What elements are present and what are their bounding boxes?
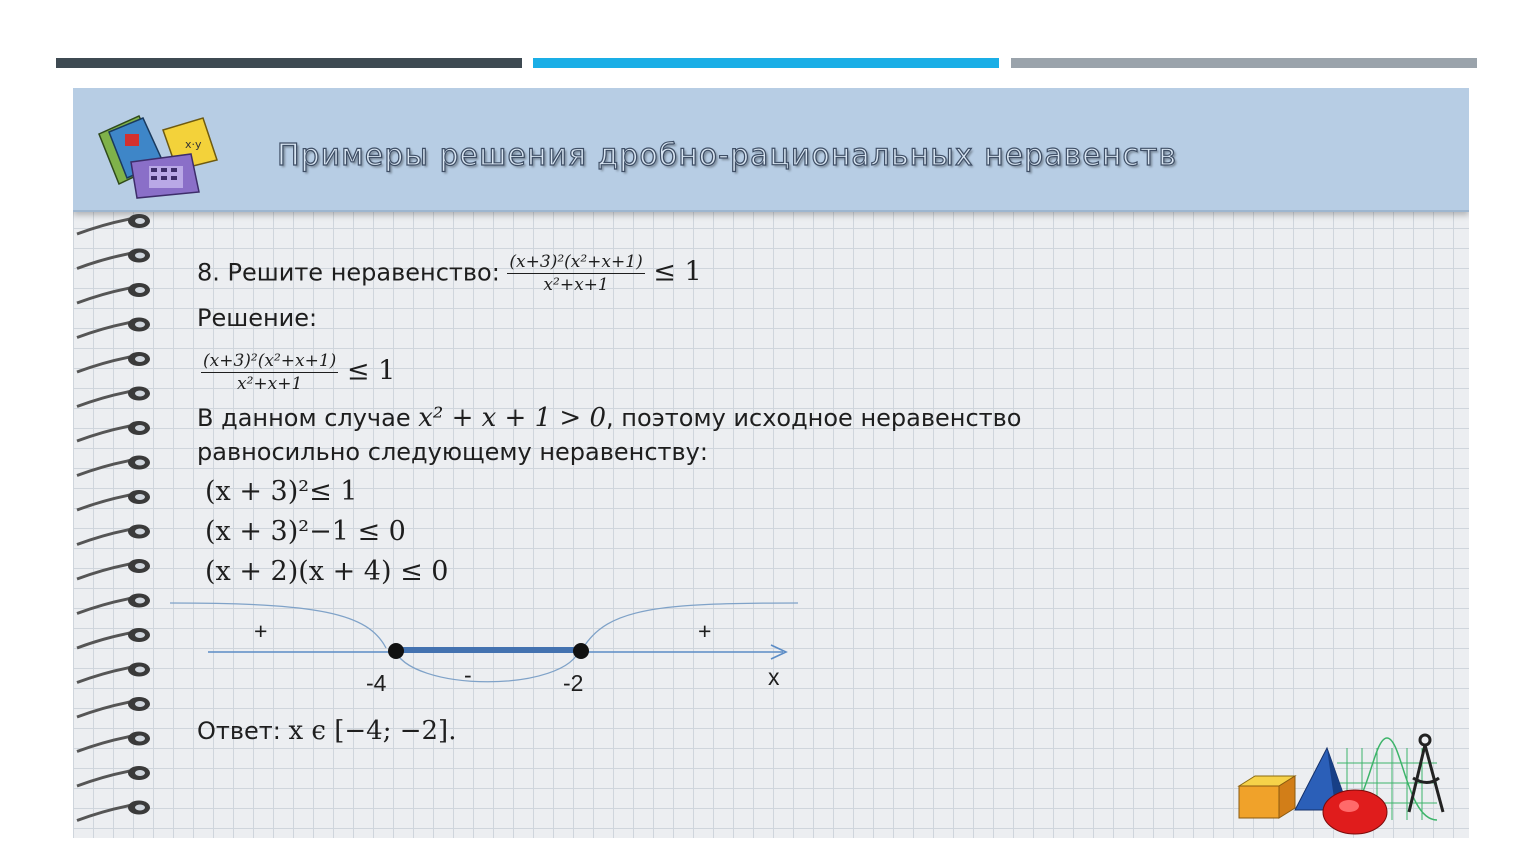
solution-note-line2: равносильно следующему неравенству: bbox=[197, 438, 708, 466]
answer bbox=[197, 716, 456, 746]
number-line bbox=[168, 593, 808, 708]
spiral-ring bbox=[77, 559, 150, 579]
solution-relation: ≤ 1 bbox=[338, 355, 396, 387]
spiral-ring bbox=[77, 249, 150, 269]
answer-prefix: Ответ: bbox=[197, 717, 289, 745]
task-statement bbox=[197, 251, 702, 296]
point-left-label: -4 bbox=[366, 670, 387, 696]
point-right-dot bbox=[573, 643, 589, 659]
sign-curve-middle bbox=[394, 648, 580, 682]
slide bbox=[73, 88, 1469, 838]
answer-math: x ϵ [−4; −2]. bbox=[288, 716, 457, 746]
spiral-ring bbox=[77, 421, 150, 441]
accent-bar-dark bbox=[56, 58, 522, 68]
spiral-ring bbox=[77, 766, 150, 786]
note-prefix: В данном случае bbox=[197, 404, 419, 432]
sign-middle: - bbox=[464, 662, 472, 688]
task-fraction-denominator: x²+x+1 bbox=[543, 275, 609, 295]
spiral-ring bbox=[77, 318, 150, 338]
solution-step-3: (x + 2)(x + 4) ≤ 0 bbox=[205, 556, 449, 587]
geometry-shapes-icon bbox=[1237, 728, 1469, 838]
school-supplies-icon bbox=[91, 104, 221, 200]
note-suffix: , поэтому исходное неравенство bbox=[606, 404, 1022, 432]
sign-left: + bbox=[254, 618, 268, 644]
solution-step-2: (x + 3)²−1 ≤ 0 bbox=[205, 516, 406, 547]
solution-fraction bbox=[201, 350, 338, 395]
note-math: x² + x + 1 > 0 bbox=[418, 403, 606, 433]
axis-name: x bbox=[768, 664, 780, 690]
spiral-ring bbox=[77, 283, 150, 303]
solution-fraction-numerator: (x+3)²(x²+x+1) bbox=[203, 351, 337, 371]
solution-note-line1 bbox=[197, 403, 1021, 433]
spiral-ring bbox=[77, 456, 150, 476]
spiral-ring bbox=[77, 697, 150, 717]
spiral-ring bbox=[77, 801, 150, 821]
task-relation: ≤ 1 bbox=[644, 256, 702, 288]
spiral-ring bbox=[77, 732, 150, 752]
spiral-ring bbox=[77, 214, 150, 234]
task-fraction bbox=[507, 251, 644, 296]
solution-label: Решение: bbox=[197, 304, 318, 332]
notebook-spiral bbox=[73, 210, 163, 838]
slide-header bbox=[73, 88, 1469, 212]
point-right-label: -2 bbox=[563, 670, 584, 696]
solution-step-1: (x + 3)²≤ 1 bbox=[205, 476, 358, 507]
sign-right: + bbox=[698, 618, 712, 644]
spiral-ring bbox=[77, 628, 150, 648]
task-prefix: 8. Решите неравенство: bbox=[197, 258, 508, 287]
sign-curve-right bbox=[583, 603, 798, 648]
task-fraction-numerator: (x+3)²(x²+x+1) bbox=[509, 252, 643, 272]
spiral-ring bbox=[77, 490, 150, 510]
spiral-ring bbox=[77, 594, 150, 614]
accent-bar-gray bbox=[1011, 58, 1477, 68]
spiral-ring bbox=[77, 387, 150, 407]
accent-bar-blue bbox=[533, 58, 999, 68]
svg-text:x·y: x·y bbox=[185, 138, 202, 151]
spiral-ring bbox=[77, 663, 150, 683]
slide-title: Примеры решения дробно-рациональных неравенств bbox=[277, 138, 1178, 173]
solution-fraction-denominator: x²+x+1 bbox=[237, 374, 303, 394]
solution-first-line bbox=[201, 350, 395, 395]
spiral-ring bbox=[77, 352, 150, 372]
point-left-dot bbox=[388, 643, 404, 659]
spiral-ring bbox=[77, 525, 150, 545]
sign-curve-left bbox=[170, 603, 386, 648]
